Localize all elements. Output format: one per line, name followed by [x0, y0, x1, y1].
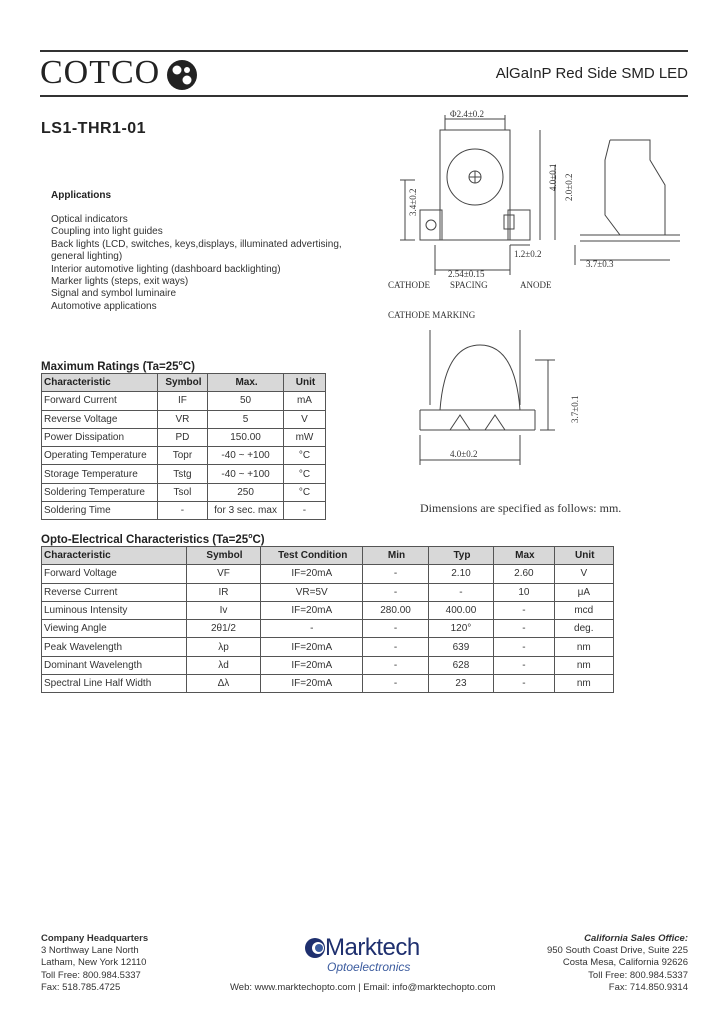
list-item: Interior automotive lighting (dashboard backlighting): [51, 263, 281, 275]
marktech-logo-icon: [304, 937, 326, 959]
applications-list: [51, 214, 342, 313]
document-title: AlGaInP Red Side SMD LED: [495, 65, 688, 82]
list-item: Signal and symbol luminaire: [51, 288, 177, 300]
spacing-label: SPACING: [450, 280, 488, 290]
small-dim-label: 1.2±0.2: [514, 249, 542, 259]
table-row: Operating Temperature Topr -40 ~ +100 °C: [42, 447, 326, 465]
header-rule: [40, 95, 688, 97]
table-row: Reverse Current IR VR=5V - - 10 μA: [42, 583, 614, 601]
hq-line: Fax: 518.785.4725: [41, 981, 121, 993]
cotco-logo-icon: [166, 59, 198, 91]
table-row: Forward Current IF 50 mA: [42, 392, 326, 410]
list-item: Marker lights (steps, exit ways): [51, 276, 189, 288]
ca-title: California Sales Office:: [584, 933, 688, 944]
table-row: Soldering Time - for 3 sec. max -: [42, 502, 326, 520]
list-item: Coupling into light guides: [51, 226, 163, 238]
table-row: Forward Voltage VF IF=20mA - 2.10 2.60 V: [42, 565, 614, 583]
ca-line: Fax: 714.850.9314: [608, 981, 688, 993]
list-item: Automotive applications: [51, 300, 157, 312]
applications-heading: Applications: [51, 190, 112, 201]
cathode-marking-label: CATHODE MARKING: [388, 310, 476, 320]
anode-label: ANODE: [520, 280, 552, 290]
opto-title: Opto-Electrical Characteristics $(Ta=25^oC)$: [41, 533, 265, 546]
marktech-brand-sub: Optoelectronics: [327, 960, 411, 974]
table-row: Luminous Intensity Iv IF=20mA 280.00 400.00 - mcd: [42, 601, 614, 619]
left-dim-label: 3.4±0.2: [408, 188, 418, 216]
table-row: Storage Temperature Tstg -40 ~ +100 °C: [42, 465, 326, 483]
bottom-dim-label: 4.0±0.2: [450, 449, 478, 459]
table-row: Soldering Temperature Tsol 250 °C: [42, 483, 326, 501]
package-dimension-diagram: [380, 105, 680, 475]
ca-line: Costa Mesa, California 92626: [562, 957, 688, 969]
hq-line: 3 Northway Lane North: [41, 945, 139, 957]
right-dim1-label: 4.0±0.1: [548, 163, 558, 191]
hq-title: Company Headquarters: [41, 933, 149, 944]
diameter-dim-label: Φ2.4±0.2: [450, 109, 485, 119]
side-dim-label: 3.7±0.3: [586, 259, 614, 269]
cotco-logo-text: COTCO: [40, 54, 161, 91]
ca-line: 950 South Coast Drive, Suite 225: [546, 945, 688, 957]
opto-electrical-table: [41, 546, 614, 693]
right-dim2-label: 2.0±0.2: [564, 173, 574, 201]
part-number: LS1-THR1-01: [41, 120, 147, 137]
list-item: Back lights (LCD, switches, keys,displays, illuminated advertising,: [51, 238, 342, 250]
marktech-brand-name: Marktech: [325, 934, 420, 961]
table-row: Spectral Line Half Width Δλ IF=20mA - 23 - nm: [42, 675, 614, 693]
headquarters-block: [41, 933, 148, 994]
max-ratings-table: [41, 373, 326, 520]
table-row: Reverse Voltage VR 5 V: [42, 410, 326, 428]
spacing-dim-label: 2.54±0.15: [448, 269, 485, 279]
hq-line: Toll Free: 800.984.5337: [41, 969, 141, 981]
list-item: Optical indicators: [51, 214, 128, 225]
web-email-line[interactable]: Web: www.marktechopto.com | Email: info@marktechopto.com: [230, 982, 496, 993]
cathode-label: CATHODE: [388, 280, 430, 290]
table-row: Power Dissipation PD 150.00 mW: [42, 428, 326, 446]
table-row: Viewing Angle 2θ1/2 - - 120° - deg.: [42, 620, 614, 638]
table-row: Peak Wavelength λp IF=20mA - 639 - nm: [42, 638, 614, 656]
height-dim-label: 3.7±0.1: [570, 395, 580, 423]
max-ratings-title: Maximum Ratings $(Ta=25^oC)$: [41, 360, 195, 373]
top-rule: [40, 50, 688, 52]
ca-line: Toll Free: 800.984.5337: [588, 969, 688, 981]
dimensions-note: Dimensions are specified as follows: mm.: [420, 501, 622, 515]
california-office-block: [547, 933, 688, 994]
table-row: Dominant Wavelength λd IF=20mA - 628 - nm: [42, 656, 614, 674]
table-header-row: Characteristic Symbol Max. Unit: [42, 374, 326, 392]
table-header-row: Characteristic Symbol Test Condition Min Typ Max Unit: [42, 547, 614, 565]
hq-line: Latham, New York 12110: [41, 957, 147, 969]
list-item: general lighting): [51, 251, 123, 263]
